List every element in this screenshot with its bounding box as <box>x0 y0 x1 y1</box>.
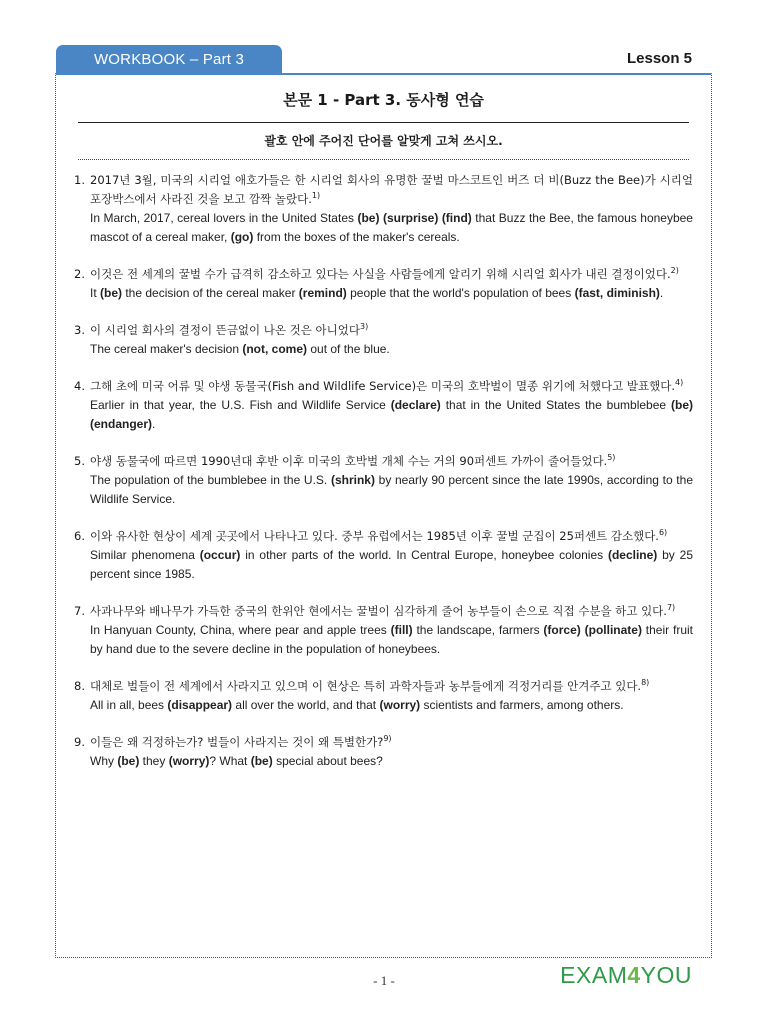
question-item <box>74 377 693 434</box>
english-sentence <box>90 546 693 584</box>
korean-sentence <box>90 527 693 546</box>
question-list <box>74 171 693 789</box>
question-number: 4. <box>74 379 85 393</box>
page-title: 본문 1 - Part 3. 동사형 연습 <box>283 91 484 109</box>
korean-text: 그해 초에 미국 어류 및 야생 동물국(Fish and Wildlife Service)은 미국의 호박벌이 멸종 위기에 처했다고 발표했다. <box>90 379 675 393</box>
page-number: - 1 - <box>373 973 395 988</box>
question-number: 2. <box>74 267 85 281</box>
english-text: that in the United States the bumblebee <box>440 398 671 412</box>
verb-prompt: (fast, diminish) <box>574 286 660 300</box>
workbook-part-tab: WORKBOOK – Part 3 <box>56 45 282 73</box>
korean-sentence <box>90 377 693 396</box>
verb-prompt: (not, come) <box>242 342 308 356</box>
english-text: the landscape, farmers <box>412 623 544 637</box>
english-text: The cereal maker's decision <box>90 342 243 356</box>
english-sentence <box>90 396 693 434</box>
lesson-label: Lesson 5 <box>626 50 692 67</box>
footnote-marker: 2) <box>670 266 679 276</box>
english-text: In Hanyuan County, China, where pear and apple trees <box>90 623 391 637</box>
question-number: 5. <box>74 454 85 468</box>
verb-prompt: (find) <box>441 211 472 225</box>
question-number: 3. <box>74 323 85 337</box>
english-text: Earlier in that year, the U.S. Fish and Wildlife Service <box>90 398 391 412</box>
verb-prompt: (endanger) <box>90 417 153 431</box>
english-text: out of the blue. <box>307 342 390 356</box>
footnote-marker: 3) <box>359 322 369 332</box>
verb-prompt: (surprise) <box>382 211 439 225</box>
instruction-divider <box>78 159 689 160</box>
footnote-marker: 1) <box>311 191 321 201</box>
english-text: scientists and farmers, among others. <box>420 698 624 712</box>
english-text: . <box>152 417 156 431</box>
korean-text: 2017년 3월, 미국의 시리얼 애호가들은 한 시리얼 회사의 유명한 꿀벌 마스코트인 버즈 더 비(Buzz the Bee)가 시리얼 포장박스에서 사라진 것을 보고 깜짝 놀랐다. <box>90 173 693 206</box>
english-text: they <box>139 754 169 768</box>
english-text: by 25 percent since 1985. <box>90 548 693 581</box>
logo-prefix: EXAM <box>560 962 628 988</box>
english-text: special about bees? <box>272 754 383 768</box>
verb-prompt: (go) <box>230 230 254 244</box>
verb-prompt: (fill) <box>390 623 413 637</box>
question-item <box>74 171 693 247</box>
question-item <box>74 602 693 659</box>
verb-prompt: (remind) <box>298 286 347 300</box>
verb-prompt: (worry) <box>168 754 210 768</box>
english-text: in other parts of the world. In Central Europe, honeybee colonies <box>240 548 608 562</box>
question-number: 7. <box>74 604 85 618</box>
korean-text: 이와 유사한 현상이 세계 곳곳에서 나타나고 있다. 중부 유럽에서는 1985년 이후 꿀벌 군집이 25퍼센트 감소했다. <box>90 529 659 543</box>
instruction-text: 괄호 안에 주어진 단어를 알맞게 고쳐 쓰시오. <box>264 134 503 148</box>
korean-sentence <box>90 602 693 621</box>
korean-sentence <box>90 452 693 471</box>
verb-prompt: (be) <box>117 754 140 768</box>
verb-prompt: (disappear) <box>167 698 233 712</box>
english-sentence <box>90 284 693 303</box>
english-text: In March, 2017, cereal lovers in the United States <box>90 211 358 225</box>
english-text: . <box>659 286 664 300</box>
english-text: from the boxes of the maker's cereals. <box>253 230 460 244</box>
english-text: All in all, bees <box>90 698 168 712</box>
exam4you-logo <box>560 962 692 989</box>
worksheet-frame <box>55 73 712 958</box>
footnote-marker: 7) <box>666 603 676 613</box>
question-item <box>74 527 693 584</box>
english-text: all over the world, and that <box>232 698 380 712</box>
english-sentence <box>90 621 693 659</box>
question-number: 6. <box>74 529 85 543</box>
question-item <box>74 452 693 509</box>
english-text: ? What <box>209 754 251 768</box>
verb-prompt: (be) <box>671 398 693 412</box>
english-sentence <box>90 209 693 247</box>
english-sentence <box>90 340 693 359</box>
korean-sentence <box>90 677 693 696</box>
verb-prompt: (force) <box>543 623 581 637</box>
english-text: the decision of the cereal maker <box>122 286 299 300</box>
korean-sentence <box>90 171 693 209</box>
korean-text: 이 시리얼 회사의 결정이 뜬금없이 나온 것은 아니었다 <box>90 323 360 337</box>
english-text: The population of the bumblebee in the U.S. <box>90 473 331 487</box>
footnote-marker: 4) <box>675 378 684 388</box>
footnote-marker: 6) <box>658 528 668 538</box>
verb-prompt: (declare) <box>390 398 441 412</box>
korean-text: 이것은 전 세계의 꿀벌 수가 급격히 감소하고 있다는 사실을 사람들에게 알리기 위해 시리얼 회사가 내린 결정이었다. <box>90 267 671 281</box>
english-text: their fruit by hand due to the severe decline in the population of honeybees. <box>90 623 694 656</box>
korean-sentence <box>90 321 693 340</box>
question-item <box>74 321 693 359</box>
verb-prompt: (decline) <box>607 548 658 562</box>
english-text: Why <box>90 754 118 768</box>
footnote-marker: 9) <box>383 734 392 744</box>
logo-number: 4 <box>627 962 641 988</box>
korean-sentence <box>90 733 693 752</box>
english-sentence <box>90 752 693 771</box>
verb-prompt: (be) <box>100 286 123 300</box>
english-sentence <box>90 471 693 509</box>
korean-text: 야생 동물국에 따르면 1990년대 후반 이후 미국의 호박벌 개체 수는 거의 90퍼센트 가까이 줄어들었다. <box>90 454 608 468</box>
korean-text: 사과나무와 배나무가 가득한 중국의 한위안 현에서는 꿀벌이 심각하게 줄어 농부들이 손으로 직접 수분을 하고 있다. <box>90 604 667 618</box>
question-item <box>74 677 693 715</box>
english-text: that Buzz the Bee, the famous honeybee mascot of a cereal maker, <box>90 211 693 244</box>
verb-prompt: (shrink) <box>330 473 375 487</box>
korean-text: 이들은 왜 걱정하는가? 벌들이 사라지는 것이 왜 특별한가? <box>90 735 384 749</box>
english-sentence <box>90 696 693 715</box>
question-item <box>74 265 693 303</box>
footnote-marker: 5) <box>607 453 616 463</box>
question-number: 1. <box>74 173 85 187</box>
english-text: by nearly 90 percent since the late 1990s, according to the Wildlife Service. <box>90 473 693 506</box>
verb-prompt: (pollinate) <box>584 623 642 637</box>
verb-prompt: (be) <box>250 754 273 768</box>
verb-prompt: (worry) <box>379 698 421 712</box>
verb-prompt: (be) <box>357 211 380 225</box>
title-divider <box>78 122 689 123</box>
english-text: Similar phenomena <box>90 548 200 562</box>
question-number: 8. <box>74 679 85 693</box>
korean-text: 대체로 벌들이 전 세계에서 사라지고 있으며 이 현상은 특히 과학자들과 농부들에게 걱정거리를 안겨주고 있다. <box>90 679 642 693</box>
verb-prompt: (occur) <box>199 548 241 562</box>
korean-sentence <box>90 265 693 284</box>
english-text: people that the world's population of bees <box>346 286 575 300</box>
footnote-marker: 8) <box>641 678 650 688</box>
question-number: 9. <box>74 735 85 749</box>
question-item <box>74 733 693 771</box>
logo-suffix: YOU <box>640 962 692 988</box>
english-text: It <box>90 286 101 300</box>
